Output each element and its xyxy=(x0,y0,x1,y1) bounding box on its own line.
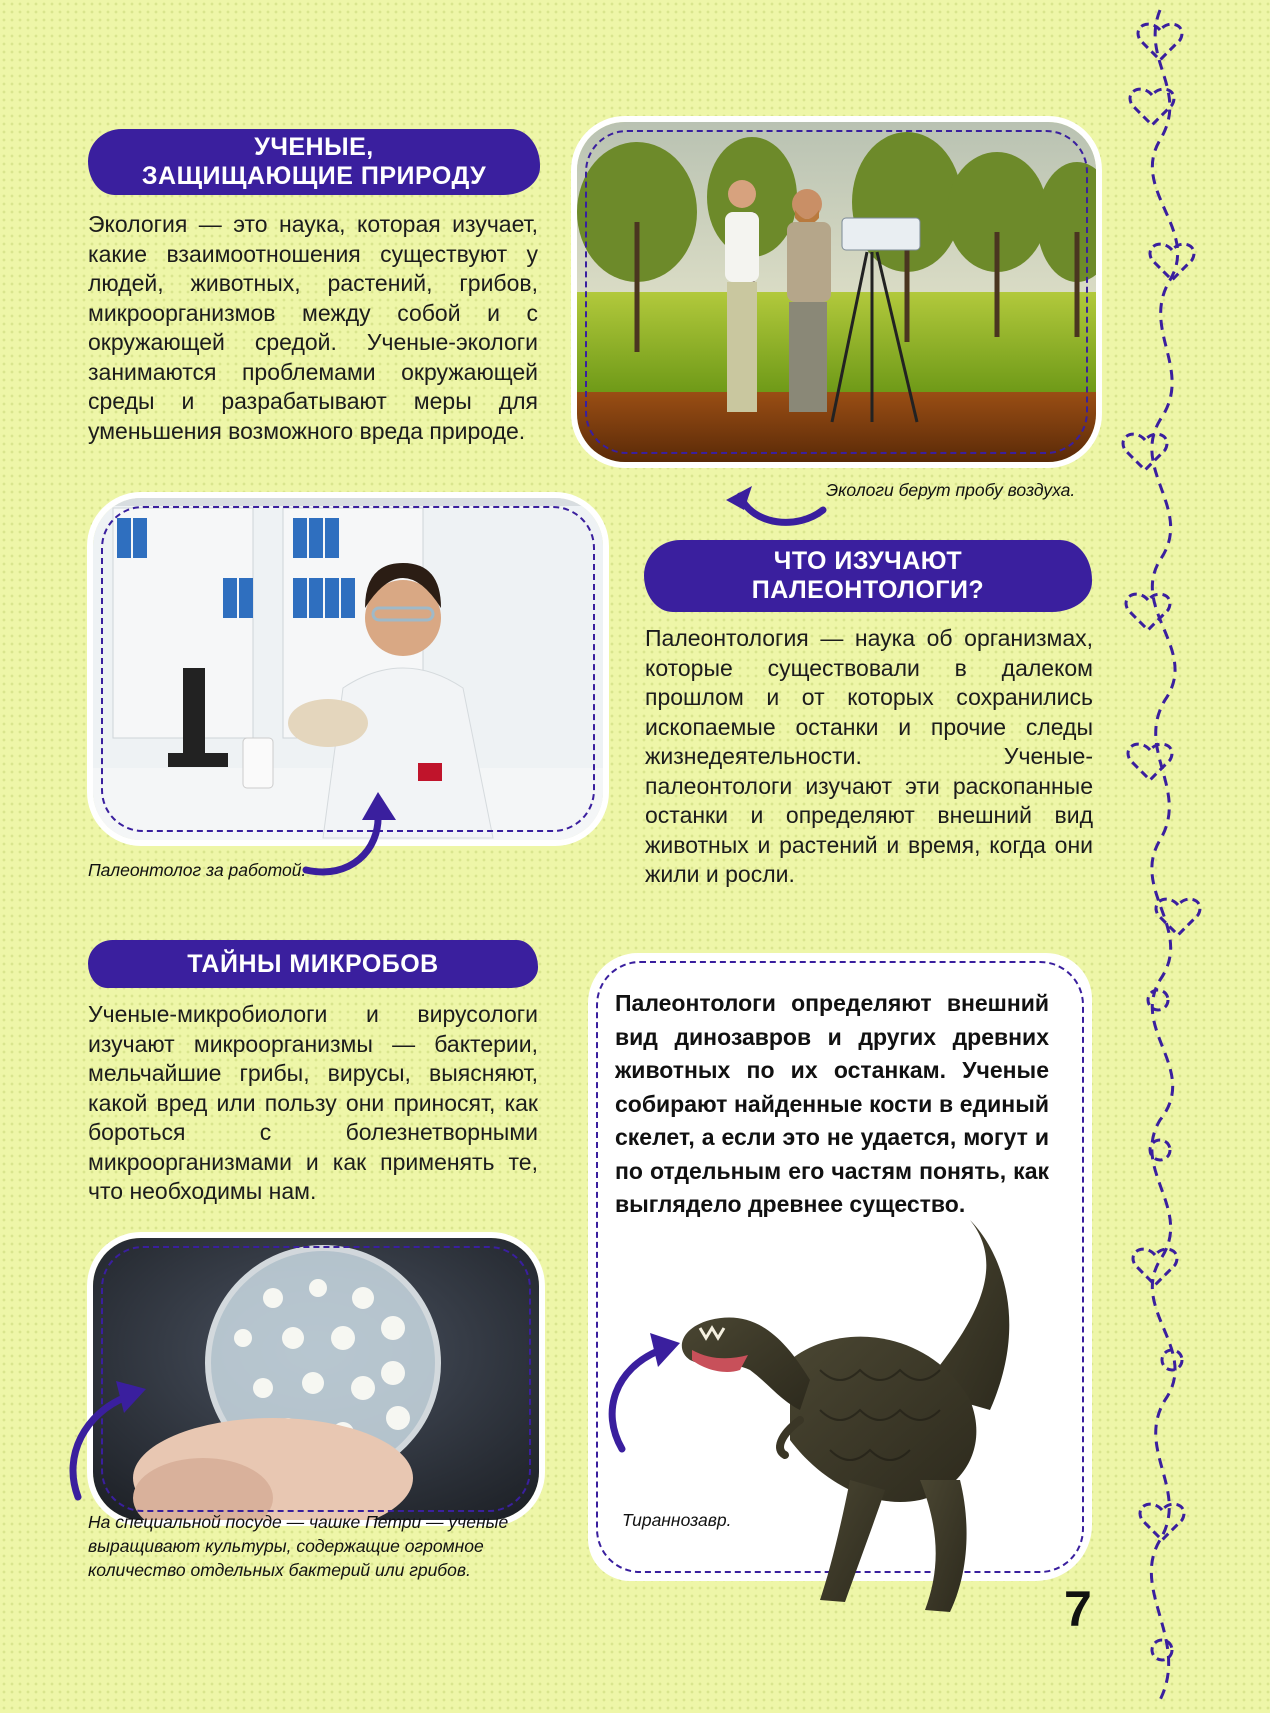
decorative-border xyxy=(1100,0,1270,1713)
arrow-ecologists-icon xyxy=(718,478,828,528)
ecology-text: Экология — это наука, которая изучает, какие взаимоотношения существуют у людей, животных, растений, грибов, микроорганизмов между собой и с окружающей средой. Ученые-экологи занимаются проблемами окружающей среды и разрабатывают меры для уменьшения возможного вреда природе. xyxy=(88,211,538,444)
petri-dish-photo xyxy=(93,1238,539,1520)
heading-microbes: ТАЙНЫ МИКРОБОВ xyxy=(187,949,439,978)
paleontology-text: Палеонтология — наука об организмах, которые существовали в далеком прошлом и от которых сохранились ископаемые останки и прочие следы жизнедеятельности. Ученые-палеонтологи изучают эти раскопанные останки и определяют внешний вид животных и растений и время, когда они жили и росли. xyxy=(645,625,1093,887)
heading-paleontology-line2: ПАЛЕОНТОЛОГИ? xyxy=(751,576,985,604)
microbes-paragraph xyxy=(88,1000,538,1207)
paleontologist-photo xyxy=(93,498,603,840)
page-number: 7 xyxy=(1064,1581,1092,1637)
heading-ecology-line1: УЧЕНЫЕ, xyxy=(254,133,374,162)
caption-trex: Тираннозавр. xyxy=(622,1510,732,1530)
paleontology-paragraph xyxy=(645,624,1093,890)
trex-illustration xyxy=(670,1210,1120,1630)
section-heading-microbes xyxy=(88,940,538,988)
section-heading-ecology xyxy=(88,129,540,195)
arrow-trex-icon xyxy=(600,1325,690,1455)
arrow-petri-icon xyxy=(66,1375,156,1505)
heading-paleontology-line1: ЧТО ИЗУЧАЮТ xyxy=(773,547,963,576)
fact-text: Палеонтологи определяют внешний вид динозавров и других древних животных по их останкам. Ученые собирают найденные кости в единый скелет, а если это не удается, могут и по отдельным его частям понять, как выглядело древнее существо. xyxy=(615,990,1049,1217)
caption-petri: На специальной посуде — чашке Петри — ученые выращивают культуры, содержащие огромное количество отдельных бактерий или грибов. xyxy=(88,1512,509,1580)
caption-ecologists: Экологи берут пробу воздуха. xyxy=(826,480,1076,500)
microbes-text: Ученые-микробиологи и вирусологи изучают микроорганизмы — бактерии, мельчайшие грибы, вирусы, выясняют, какой вред или пользу они приносят, как бороться с болезнетворными микроорганизмами и как применять те, что необходимы нам. xyxy=(88,1001,538,1204)
heading-ecology-line2: ЗАЩИЩАЮЩИЕ ПРИРОДУ xyxy=(141,162,487,190)
section-heading-paleontology xyxy=(644,540,1092,612)
ecology-paragraph xyxy=(88,210,538,446)
fact-box-text xyxy=(615,987,1049,1222)
caption-paleontologist: Палеонтолог за работой. xyxy=(88,860,307,880)
ecologists-photo xyxy=(577,122,1096,462)
